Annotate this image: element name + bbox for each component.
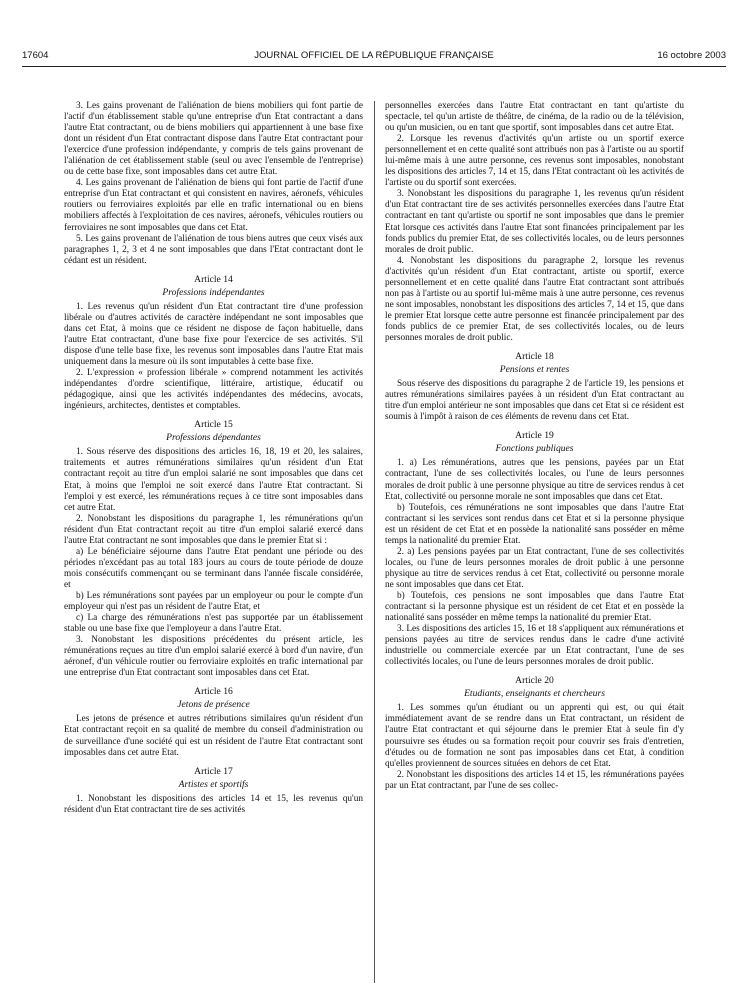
paragraph: 1. a) Les rémunérations, autres que les pensions, payées par un Etat contractant, l'une de ses collectivités locales, ou l'une de leurs personnes morales de droit public à une personne physique au titre de services rendus à cet Etat, collectivité ou personne morale ne sont imposables que dans cet Etat. — [385, 458, 684, 502]
paragraph: 4. Les gains provenant de l'aliénation de biens qui font partie de l'actif d'une entreprise d'un Etat contractant et qui consistent en navires, aéronefs, véhicules routiers ou ferroviaires exploités par elle en trafic international ou en biens mobiliers affectés à l'exploitation de ces navires, aéronefs, véhicules routiers ou ferroviaires ne sont imposables que dans cet Etat. — [64, 178, 363, 233]
paragraph: 1. Nonobstant les dispositions des articles 14 et 15, les revenus qu'un résident d'un Etat contractant tire de ses activités — [64, 793, 363, 815]
paragraph: a) Le bénéficiaire séjourne dans l'autre Etat pendant une période ou des périodes n'excédant pas au total 183 jours au cours de toute période de douze mois consécutifs commençant ou se terminant dans l'année fiscale considérée, et — [64, 546, 363, 590]
article-heading: Article 14 — [194, 273, 233, 285]
paragraph: 2. Nonobstant les dispositions du paragraphe 1, les rémunérations qu'un résident d'un Etat contractant reçoit au titre d'un emploi salarié exercé dans l'autre Etat contractant ne sont imposables que dans le premier Etat si : — [64, 513, 363, 546]
article-heading: Article 16 — [194, 686, 233, 698]
paragraph: 2. L'expression « profession libérale » comprend notamment les activités indépendantes d'ordre scientifique, littéraire, artistique, éducatif ou pédagogique, ainsi que les activités indépendantes des médecins, avocats, ingénieurs, architectes, dentistes et comptables. — [64, 368, 363, 412]
header-rule — [22, 66, 726, 67]
journal-title: JOURNAL OFFICIEL DE LA RÉPUBLIQUE FRANÇAISE — [254, 50, 494, 61]
article-subtitle: Professions indépendantes — [162, 286, 265, 298]
article-subtitle: Etudiants, enseignants et chercheurs — [464, 688, 605, 700]
paragraph: 3. Les dispositions des articles 15, 16 et 18 s'appliquent aux rémunérations et pensions payées au titre de services rendus dans le cadre d'une activité industrielle ou commerciale exercée par un Etat contractant, l'une de ses collectivités locales, ou l'une de leurs personnes morales de droit public. — [385, 624, 684, 668]
column-divider — [374, 101, 375, 983]
paragraph: c) La charge des rémunérations n'est pas supportée par un établissement stable ou une base fixe que l'employeur a dans l'autre Etat. — [64, 613, 363, 635]
paragraph: 5. Les gains provenant de l'aliénation de tous biens autres que ceux visés aux paragraphes 1, 2, 3 et 4 ne sont imposables que dans l'Etat contractant dont le cédant est un résident. — [64, 233, 363, 266]
paragraph: 3. Nonobstant les dispositions du paragraphe 1, les revenus qu'un résident d'un Etat contractant tire de ses activités personnelles exercées dans l'autre Etat contractant en tant qu'artiste ou sportif ne sont imposables que dans le premier Etat lorsque ces activités dans l'autre Etat sont financées principalement par les fonds publics du premier Etat, de ses collectivités locales, ou de leurs personnes morales de droit public. — [385, 189, 684, 255]
paragraph: 4. Nonobstant les dispositions du paragraphe 2, lorsque les revenus d'activités qu'un résident d'un Etat contractant, artiste ou sportif, exerce personnellement et en cette qualité dans l'autre Etat contractant sont attribués non pas à l'artiste ou au sportif lui-même mais à une autre personne, ces revenus ne sont imposables, nonobstant les dispositions des articles 7, 14 et 15, que dans le premier Etat lorsque cette autre personne est financée principalement par des fonds publics de ce premier Etat, de ses collectivités locales, ou de leurs personnes morales de droit public. — [385, 255, 684, 343]
article-heading: Article 18 — [515, 351, 554, 363]
paragraph: Les jetons de présence et autres rétributions similaires qu'un résident d'un Etat contractant reçoit en sa qualité de membre du conseil d'administration ou de surveillance d'une société qui est un résident de l'autre Etat contractant sont imposables dans cet autre Etat. — [64, 714, 363, 758]
article-subtitle: Jetons de présence — [177, 699, 250, 711]
article-heading: Article 17 — [194, 765, 233, 777]
paragraph: b) Toutefois, ces rémunérations ne sont imposables que dans l'autre Etat contractant si les services sont rendus dans cet Etat et si la personne physique est un résident de cet Etat et en possède la nationalité sans posséder en même temps la nationalité du premier Etat. — [385, 502, 684, 546]
article-heading: Article 15 — [194, 419, 233, 431]
article-heading: Article 19 — [515, 430, 554, 442]
paragraph: 2. Nonobstant les dispositions des articles 14 et 15, les rémunérations payées par un Etat contractant, par l'une de ses collec- — [385, 769, 684, 791]
article-subtitle: Professions dépendantes — [166, 432, 261, 444]
article-subtitle: Pensions et rentes — [499, 364, 570, 376]
paragraph: 2. a) Les pensions payées par un Etat contractant, l'une de ses collectivités locales, ou l'une de leurs personnes morales de droit public à une personne physique au titre de services rendus à cet Etat, collectivité ou personne morale ne sont imposables que dans cet Etat. — [385, 546, 684, 590]
article-heading: Article 20 — [515, 675, 554, 687]
article-subtitle: Fonctions publiques — [495, 443, 574, 455]
article-subtitle: Artistes et sportifs — [178, 778, 249, 790]
paragraph: 1. Les sommes qu'un étudiant ou un apprenti qui est, ou qui était immédiatement avant de se rendre dans un Etat contractant, un résident de l'autre Etat contractant et qui séjourne dans le premier Etat à seule fin d'y poursuivre ses études ou sa formation reçoit pour couvrir ses frais d'entretien, d'études ou de formation ne sont pas imposables dans cet Etat, à condition qu'elles proviennent de sources situées en dehors de cet Etat. — [385, 703, 684, 769]
paragraph: personnelles exercées dans l'autre Etat contractant en tant qu'artiste du spectacle, tel qu'un artiste de théâtre, de cinéma, de la radio ou de la télévision, ou qu'un musicien, ou en tant que sportif, sont imposables dans cet autre Etat. — [385, 101, 684, 134]
right-column — [385, 101, 684, 983]
paragraph: 3. Nonobstant les dispositions précédentes du présent article, les rémunérations reçues au titre d'un emploi salarié exercé à bord d'un navire, d'un aéronef, d'un véhicule routier ou ferroviaire exploités en trafic international par une entreprise d'un Etat contractant sont imposables dans cet Etat. — [64, 635, 363, 679]
paragraph: 1. Les revenus qu'un résident d'un Etat contractant tire d'une profession libérale ou d'autres activités de caractère indépendant ne sont imposables que dans cet Etat, à moins que ce résident ne dispose de façon habituelle, dans l'autre Etat contractant, d'une base fixe pour l'exercice de ses activités. S'il dispose d'une telle base fixe, les revenus sont imposables dans l'autre Etat mais uniquement dans la mesure où ils sont imputables à cette base fixe. — [64, 301, 363, 368]
page-header — [22, 50, 726, 64]
paragraph: 3. Les gains provenant de l'aliénation de biens mobiliers qui font partie de l'actif d'un établissement stable qu'une entreprise d'un Etat contractant a dans l'autre Etat contractant, ou de biens mobiliers qui appartiennent à une base fixe dont un résident d'un Etat contractant dispose dans l'autre Etat contractant pour l'exercice d'une profession indépendante, y compris de tels gains provenant de l'aliénation de cet établissement stable (seul ou avec l'ensemble de l'entreprise) ou de cette base fixe, sont imposables dans cet autre Etat. — [64, 101, 363, 178]
paragraph: b) Les rémunérations sont payées par un employeur ou pour le compte d'un employeur qui n'est pas un résident de l'autre Etat, et — [64, 590, 363, 613]
left-column — [64, 101, 363, 983]
paragraph: 1. Sous réserve des dispositions des articles 16, 18, 19 et 20, les salaires, traitements et autres rémunérations similaires qu'un résident d'un Etat contractant reçoit au titre d'un emploi salarié ne sont imposables que dans cet Etat, à moins que l'emploi ne soit exercé dans l'autre Etat contractant. Si l'emploi y est exercé, les rémunérations reçues à ce titre sont imposables dans cet autre Etat. — [64, 447, 363, 513]
paragraph: Sous réserve des dispositions du paragraphe 2 de l'article 19, les pensions et autres rémunérations similaires payées à un résident d'un Etat contractant au titre d'un emploi antérieur ne sont imposables que dans cet Etat si ce résident est soumis à l'impôt à raison de ces éléments de revenu dans cet Etat. — [385, 379, 684, 423]
paragraph: b) Toutefois, ces pensions ne sont imposables que dans l'autre Etat contractant si la personne physique est un résident de cet Etat et en possède la nationalité sans posséder en même temps la nationalité du premier Etat. — [385, 590, 684, 624]
paragraph: 2. Lorsque les revenus d'activités qu'un artiste ou un sportif exerce personnellement et en cette qualité sont attribués non pas à l'artiste ou au sportif lui-même mais à une autre personne, ces revenus sont imposables, nonobstant les dispositions des articles 7, 14 et 15, dans l'Etat contractant où les activités de l'artiste ou du sportif sont exercées. — [385, 134, 684, 189]
page-number: 17604 — [22, 50, 49, 61]
publication-date: 16 octobre 2003 — [657, 50, 726, 61]
